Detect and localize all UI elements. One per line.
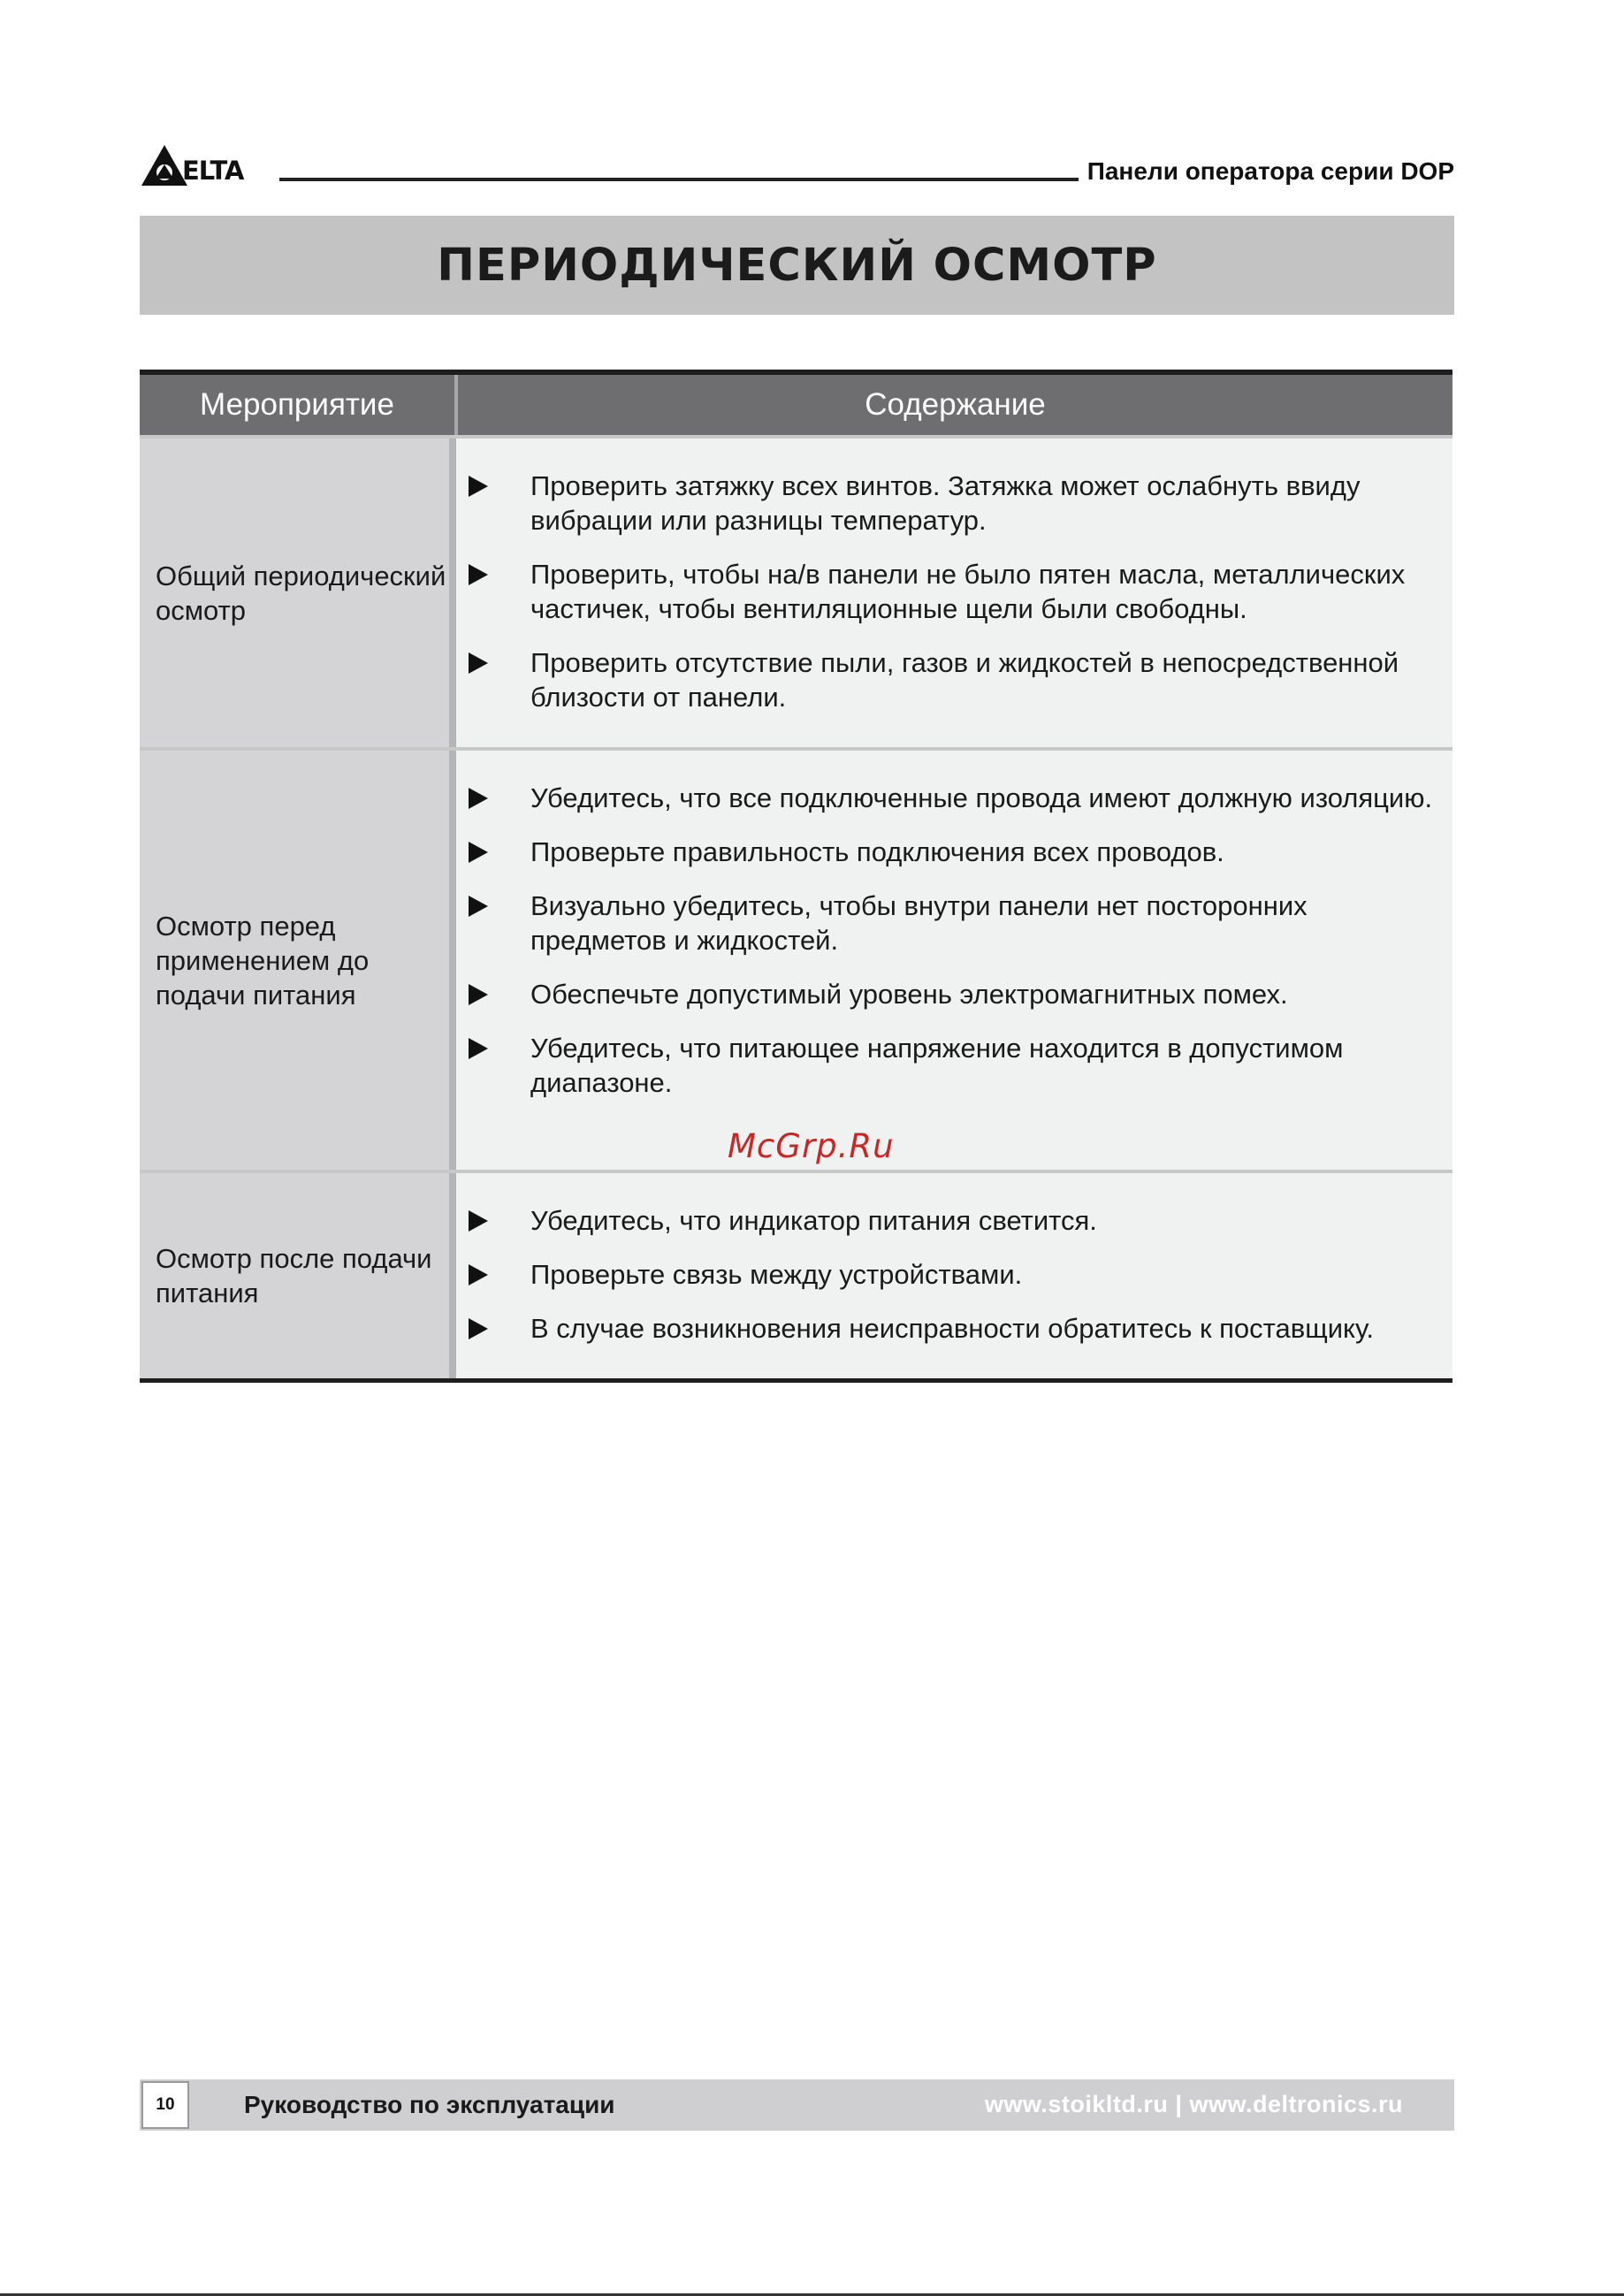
page-title: ПЕРИОДИЧЕСКИЙ ОСМОТР (437, 239, 1157, 292)
content-cell (456, 1173, 1452, 1378)
triangle-bullet-icon (469, 788, 488, 809)
list-item (456, 469, 1435, 538)
list-item (456, 1203, 1435, 1238)
list-item (456, 835, 1435, 869)
triangle-bullet-icon (469, 896, 488, 917)
column-header-content: Содержание (865, 387, 1046, 422)
item-text: Убедитесь, что питающее напряжение находится в допустимом диапазоне. (530, 1033, 1344, 1098)
item-text: Убедитесь, что все подключенные провода имеют должную изоляцию. (530, 782, 1433, 813)
event-label: Осмотр после подачи питания (156, 1243, 432, 1308)
item-text: Обеспечьте допустимый уровень электромагнитных помех. (530, 979, 1288, 1010)
triangle-bullet-icon (469, 564, 488, 585)
item-text: Визуально убедитесь, чтобы внутри панели нет посторонних предметов и жидкостей. (530, 890, 1308, 956)
triangle-bullet-icon (469, 652, 488, 674)
triangle-bullet-icon (469, 1210, 488, 1232)
event-cell (140, 439, 449, 747)
column-separator (449, 1173, 456, 1378)
item-text: В случае возникновения неисправности обратитесь к поставщику. (530, 1313, 1374, 1344)
triangle-bullet-icon (469, 1264, 488, 1285)
item-text: Убедитесь, что индикатор питания светится. (530, 1205, 1097, 1236)
table-row (140, 747, 1452, 1170)
list-item (456, 889, 1435, 957)
content-cell (456, 751, 1452, 1170)
triangle-bullet-icon (469, 1318, 488, 1339)
triangle-bullet-icon (469, 1038, 488, 1059)
table-header (140, 375, 1452, 435)
header-series-title: Панели оператора серии DOP (1086, 157, 1454, 185)
list-item (456, 1257, 1435, 1292)
header-rule (279, 178, 1079, 181)
item-text: Проверить отсутствие пыли, газов и жидкостей в непосредственной близости от панели. (530, 647, 1399, 713)
page-number: 10 (141, 2081, 189, 2129)
title-band (140, 216, 1454, 315)
event-cell (140, 1173, 449, 1378)
page-header (140, 140, 1454, 189)
delta-logo (140, 140, 274, 189)
footer-links: www.stoikltd.ru | www.deltronics.ru (984, 2091, 1403, 2117)
list-item (456, 1311, 1435, 1346)
column-separator (449, 439, 456, 747)
item-text: Проверить затяжку всех винтов. Затяжка может ослабнуть ввиду вибрации или разницы температур. (530, 470, 1361, 536)
event-label: Осмотр перед применением до подачи питания (156, 910, 370, 1011)
column-header-event: Мероприятие (200, 387, 394, 422)
list-item (456, 557, 1435, 626)
column-separator (449, 751, 456, 1170)
logo-text: ELTA (182, 156, 244, 186)
table-bottom-rule (140, 1378, 1452, 1383)
item-text: Проверьте связь между устройствами. (530, 1259, 1023, 1290)
table-row (140, 435, 1452, 747)
item-text: Проверить, чтобы на/в панели не было пятен масла, металлических частичек, чтобы вентиляционные щели были свободны. (530, 559, 1406, 624)
manual-title: Руководство по эксплуатации (244, 2091, 615, 2118)
list-item (456, 781, 1435, 815)
watermark: McGrp.Ru (728, 1127, 895, 1165)
triangle-bullet-icon (469, 842, 488, 863)
table-row (140, 1170, 1452, 1378)
page-footer (140, 2079, 1454, 2131)
event-label: Общий периодический осмотр (156, 560, 446, 626)
inspection-table (140, 370, 1452, 1383)
item-text: Проверьте правильность подключения всех проводов. (530, 836, 1224, 867)
list-item (456, 1031, 1435, 1100)
list-item (456, 977, 1435, 1011)
triangle-bullet-icon (469, 984, 488, 1005)
event-cell (140, 751, 449, 1170)
content-cell (456, 439, 1452, 747)
list-item (456, 645, 1435, 714)
triangle-bullet-icon (469, 476, 488, 497)
